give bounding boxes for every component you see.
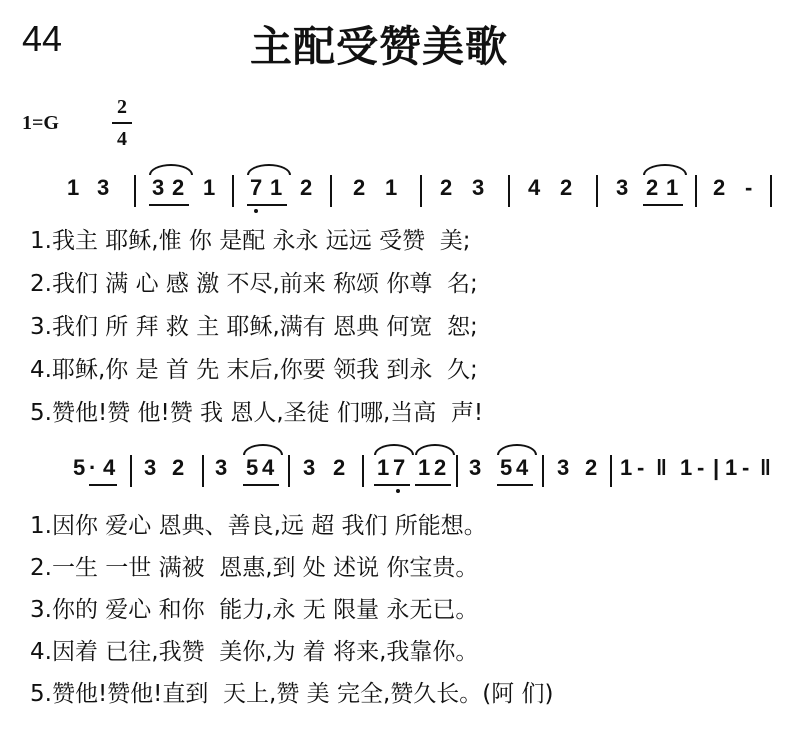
notation-line-1 <box>0 175 800 215</box>
barline <box>610 455 612 487</box>
low-octave-dot <box>396 489 400 493</box>
note: 2 <box>172 175 185 200</box>
note: 1 <box>666 175 679 200</box>
barline <box>330 175 332 207</box>
barline <box>232 175 234 207</box>
slur <box>497 444 537 455</box>
note: 2 <box>585 455 598 480</box>
barline <box>134 175 136 207</box>
barline <box>770 175 772 207</box>
slur <box>247 164 291 175</box>
lyric-line: 1.我主 耶稣,惟 你 是配 永永 远远 受赞 美; <box>30 228 471 254</box>
lyric-line: 4.因着 已往,我赞 美你,为 着 将来,我靠你。 <box>30 639 479 665</box>
barline <box>420 175 422 207</box>
note: 7 <box>250 175 263 200</box>
note: 4 <box>516 455 529 480</box>
slur <box>149 164 193 175</box>
time-signature-bottom: 4 <box>117 128 127 150</box>
note: 3 <box>144 455 157 480</box>
barline <box>288 455 290 487</box>
note: 3 <box>557 455 570 480</box>
notation-line-2 <box>0 455 800 495</box>
note: 3 <box>469 455 482 480</box>
key-signature: 1=G <box>22 112 59 134</box>
barline-glyph: | <box>713 455 720 480</box>
time-signature-top: 2 <box>117 96 127 118</box>
lyric-line: 3.你的 爱心 和你 能力,永 无 限量 永无已。 <box>30 597 479 623</box>
note: 3 <box>472 175 485 200</box>
low-octave-dot <box>254 209 258 213</box>
time-signature-divider <box>112 122 132 124</box>
lyric-line: 4.耶稣,你 是 首 先 末后,你要 领我 到永 久; <box>30 357 478 383</box>
note: 1 <box>203 175 216 200</box>
eighth-underline <box>415 484 451 486</box>
note: 1 <box>680 455 693 480</box>
eighth-underline <box>247 204 287 206</box>
note-hold: - <box>742 455 750 480</box>
note: 2 <box>300 175 313 200</box>
note: 1 <box>725 455 738 480</box>
note-hold: - <box>697 455 705 480</box>
eighth-underline <box>243 484 279 486</box>
note: 3 <box>97 175 110 200</box>
barline <box>542 455 544 487</box>
barline <box>695 175 697 207</box>
hymn-number: 44 <box>22 18 63 59</box>
slur <box>374 444 414 455</box>
note: 5 <box>73 455 86 480</box>
note: 2 <box>646 175 659 200</box>
note: 3 <box>616 175 629 200</box>
slur <box>643 164 687 175</box>
barline <box>508 175 510 207</box>
lyric-line: 2.一生 一世 满被 恩惠,到 处 述说 你宝贵。 <box>30 555 479 581</box>
lyric-line: 5.赞他!赞 他!赞 我 恩人,圣徒 们哪,当高 声! <box>30 400 484 426</box>
note: 1 <box>270 175 283 200</box>
barline <box>596 175 598 207</box>
note: 3 <box>152 175 165 200</box>
eighth-underline <box>89 484 117 486</box>
eighth-underline <box>497 484 533 486</box>
note: 2 <box>440 175 453 200</box>
hymn-title: 主配受赞美歌 <box>250 22 509 71</box>
eighth-underline <box>149 204 189 206</box>
slur <box>415 444 455 455</box>
note: 5 <box>500 455 513 480</box>
slur <box>243 444 283 455</box>
note: 2 <box>333 455 346 480</box>
note: 2 <box>172 455 185 480</box>
note: 5 <box>246 455 259 480</box>
note: 4 <box>528 175 541 200</box>
eighth-underline <box>643 204 683 206</box>
dotted-rhythm: · <box>89 455 97 480</box>
lyric-line: 1.因你 爱心 恩典、善良,远 超 我们 所能想。 <box>30 513 487 539</box>
note-hold: - <box>637 455 645 480</box>
double-barline: ‖ <box>656 455 667 480</box>
note: - <box>745 175 753 200</box>
final-barline: ‖ <box>760 455 771 480</box>
lyric-line: 2.我们 满 心 感 激 不尽,前来 称颂 你尊 名; <box>30 271 478 297</box>
lyric-line: 5.赞他!赞他!直到 天上,赞 美 完全,赞久长。(阿 们) <box>30 681 554 707</box>
note: 7 <box>393 455 406 480</box>
barline <box>202 455 204 487</box>
barline <box>456 455 458 487</box>
note: 4 <box>103 455 116 480</box>
note: 2 <box>434 455 447 480</box>
note: 1 <box>385 175 398 200</box>
note: 1 <box>620 455 633 480</box>
note: 1 <box>418 455 431 480</box>
note: 3 <box>303 455 316 480</box>
note: 1 <box>377 455 390 480</box>
barline <box>130 455 132 487</box>
note: 2 <box>713 175 726 200</box>
note: 1 <box>67 175 80 200</box>
barline <box>362 455 364 487</box>
note: 2 <box>560 175 573 200</box>
lyric-line: 3.我们 所 拜 救 主 耶稣,满有 恩典 何宽 恕; <box>30 314 478 340</box>
eighth-underline <box>374 484 410 486</box>
note: 2 <box>353 175 366 200</box>
note: 4 <box>262 455 275 480</box>
note: 3 <box>215 455 228 480</box>
